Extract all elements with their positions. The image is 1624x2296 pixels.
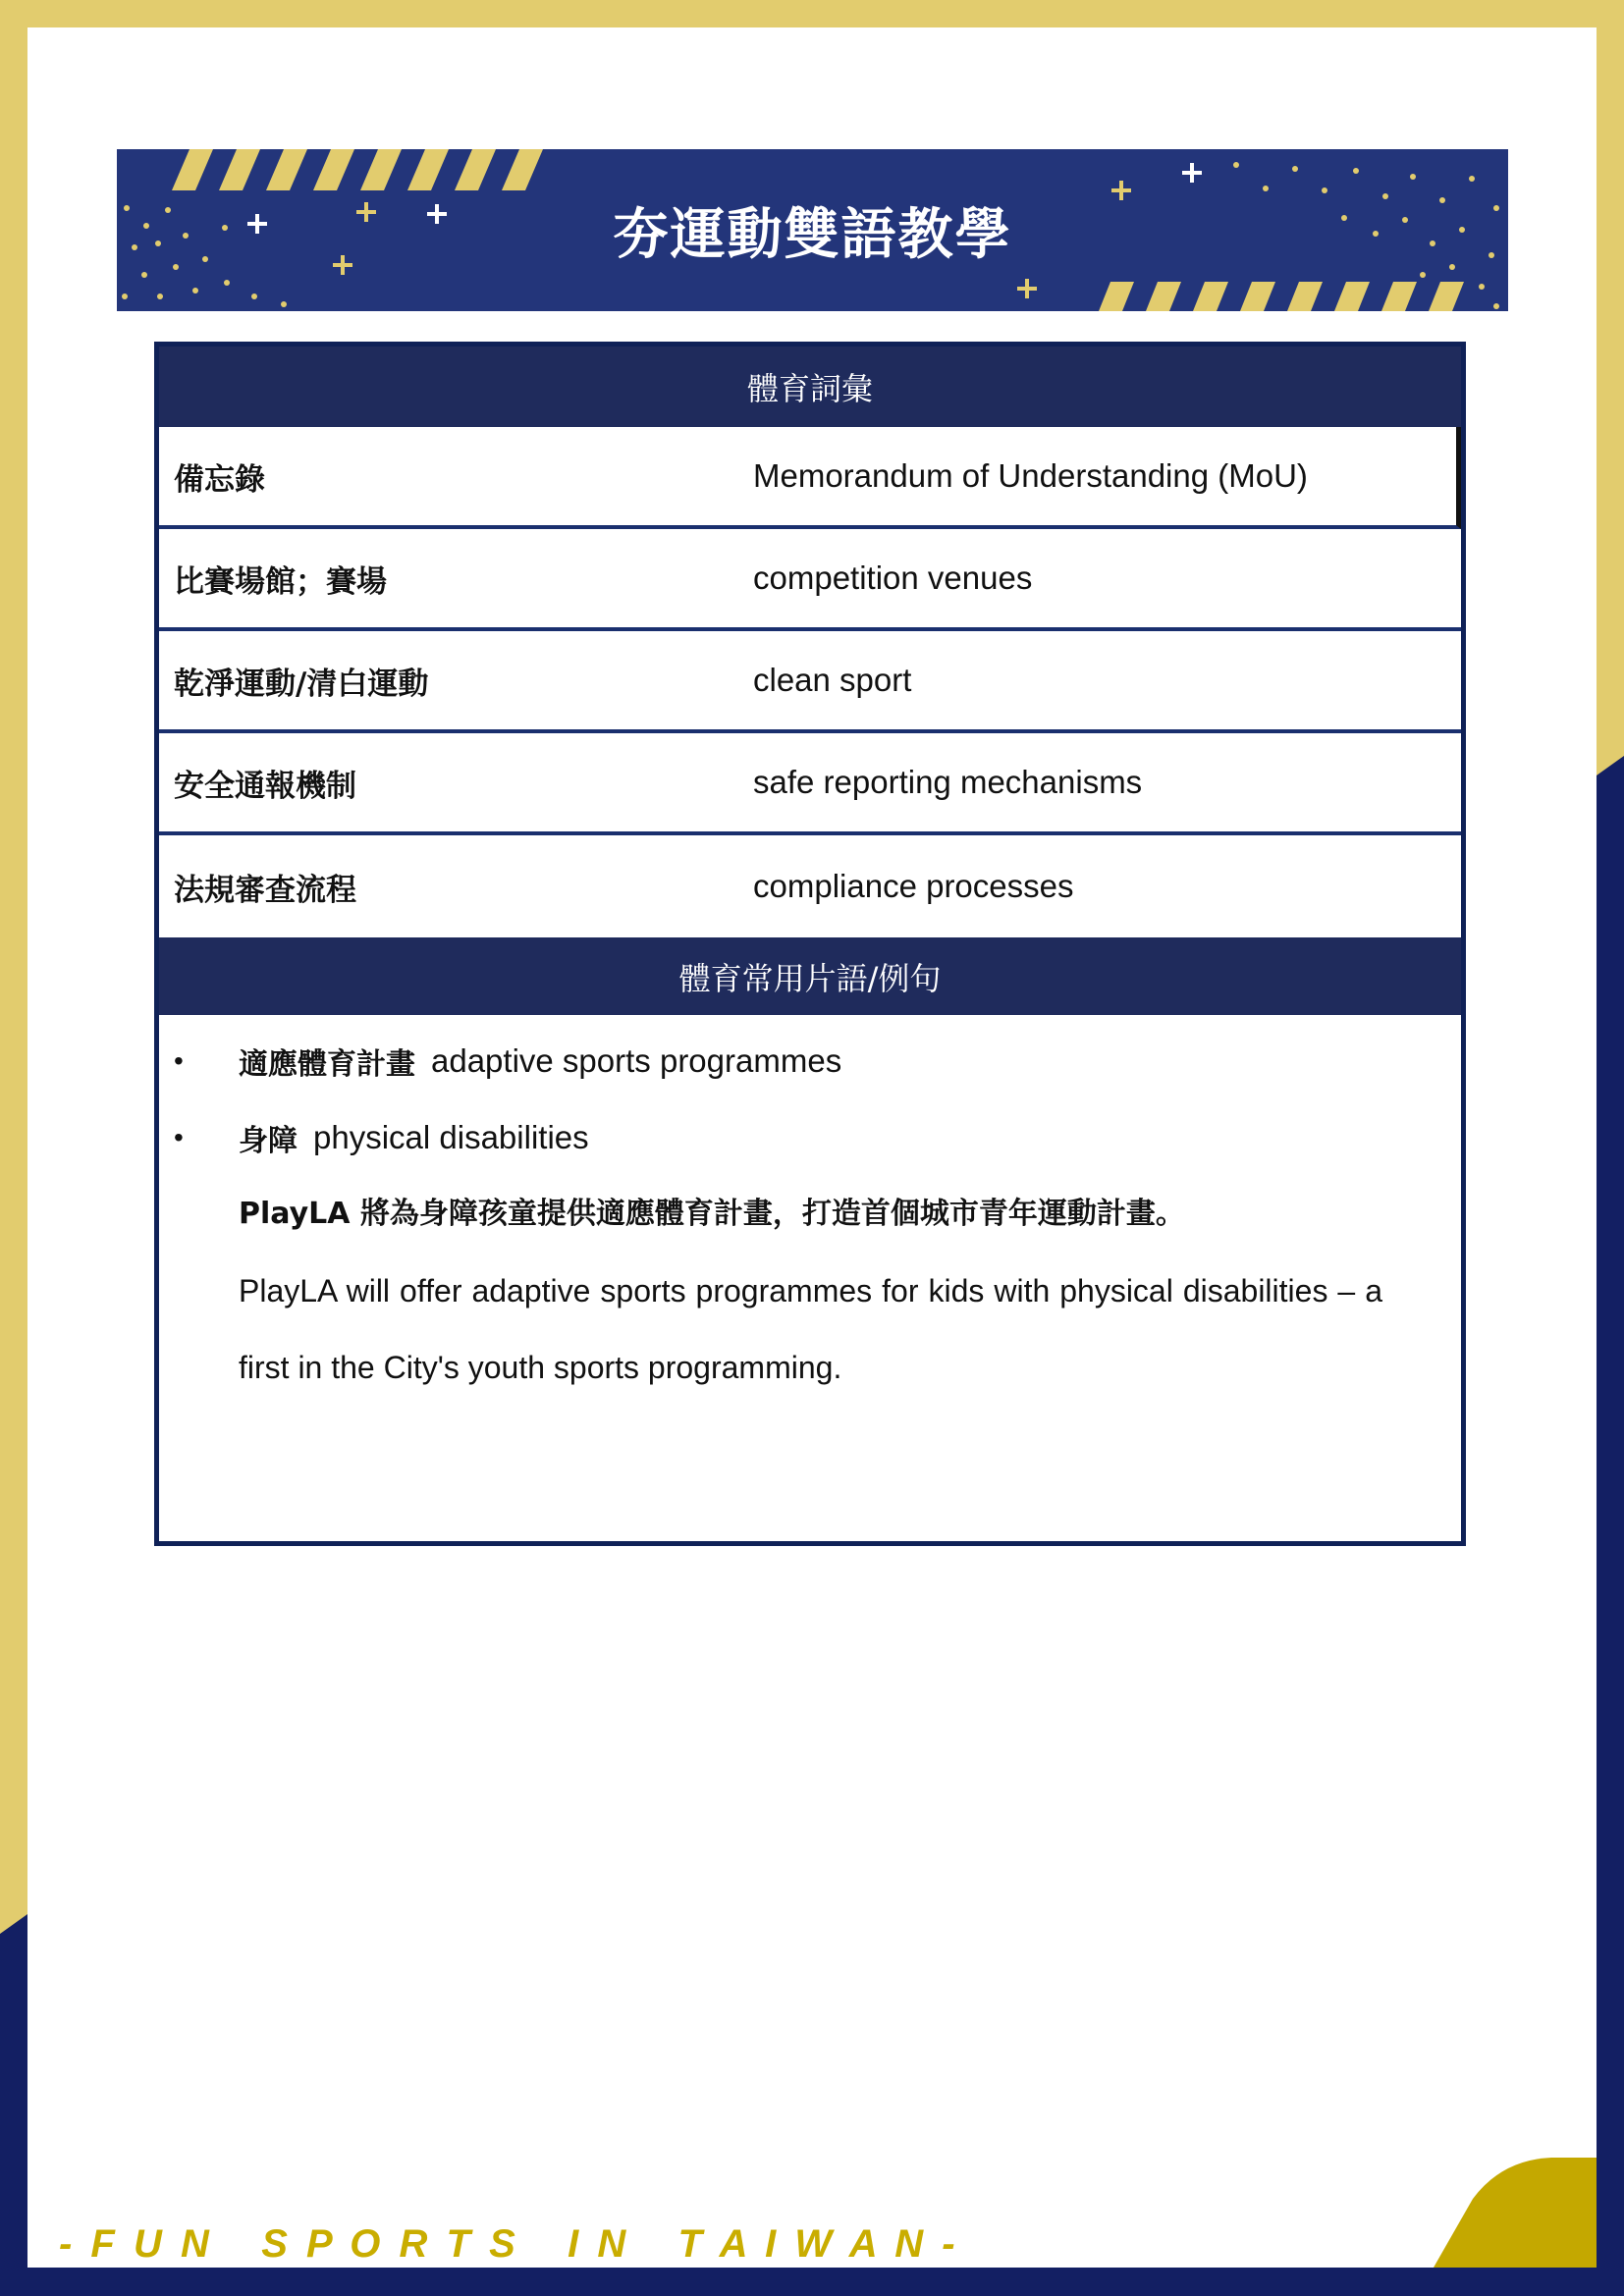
example-sentence-zh: PlayLA 將為身障孩童提供適應體育計畫，打造首個城市青年運動計畫。: [239, 1197, 1185, 1231]
example-sentence-en: PlayLA will offer adaptive sports programmes for kids with physical disabilities – a first in the City's youth sports programming.: [239, 1273, 1382, 1385]
phrases-list: [159, 1015, 1461, 1406]
phrase-zh: 適應體育計畫: [239, 1047, 415, 1082]
phrases-section-header: 體育常用片語/例句: [159, 937, 1461, 1015]
phrase-en: physical disabilities: [313, 1119, 589, 1155]
phrase-item: [174, 1099, 1382, 1176]
vocab-row: [159, 631, 1461, 733]
vocab-term-en: Memorandum of Understanding (MoU): [753, 457, 1308, 494]
page-title: 夯運動雙語教學: [613, 202, 1012, 267]
vocab-term-zh: 乾淨運動/清白運動: [174, 666, 429, 702]
bullet-icon: •: [174, 1122, 184, 1152]
vocab-term-zh: 法規審查流程: [174, 872, 356, 908]
vocab-row: [159, 529, 1461, 631]
vocab-section-header: 體育詞彙: [159, 347, 1461, 427]
footer-tagline: - F U N S P O R T S I N T A I W A N -: [59, 2221, 957, 2266]
vocab-term-en: clean sport: [753, 662, 912, 698]
vocab-term-zh: 比賽場館；賽場: [174, 563, 387, 600]
vocab-table: [159, 427, 1461, 937]
vocab-term-en: safe reporting mechanisms: [753, 764, 1143, 800]
vocab-row: [159, 427, 1461, 529]
vocab-row: [159, 733, 1461, 835]
vocab-term-en: competition venues: [753, 560, 1033, 596]
phrase-item: [174, 1023, 1382, 1099]
content-card: [154, 342, 1466, 1546]
bullet-icon: •: [174, 1045, 184, 1076]
vocab-term-en: compliance processes: [753, 868, 1074, 904]
vocab-term-zh: 備忘錄: [174, 461, 265, 498]
vocab-row: [159, 835, 1461, 937]
vocab-term-zh: 安全通報機制: [174, 768, 356, 804]
phrase-en: adaptive sports programmes: [431, 1042, 842, 1079]
phrase-zh: 身障: [239, 1124, 298, 1158]
